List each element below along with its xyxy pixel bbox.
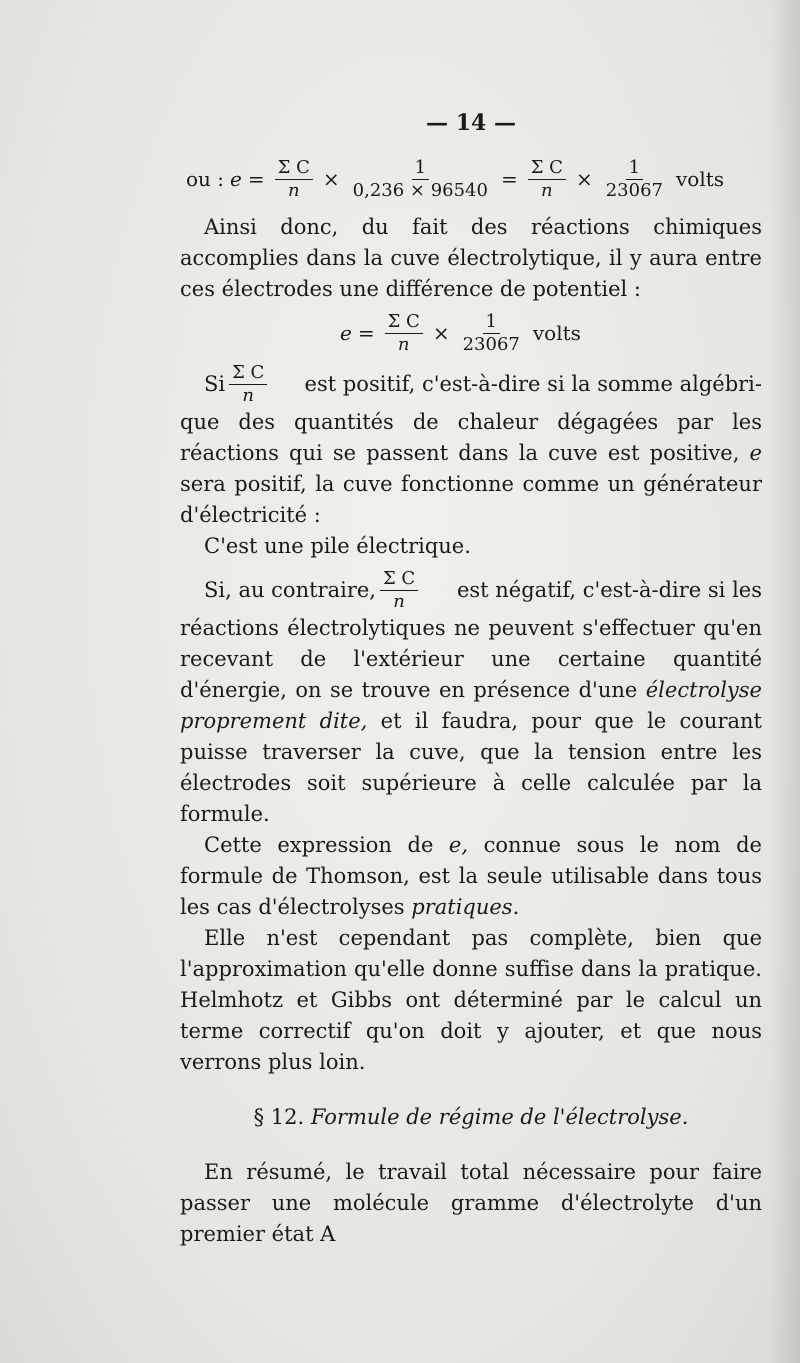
paragraph-3-first-line <box>180 568 762 613</box>
eq1-frac1: $\frac{\text{Σ C}}{n}$ <box>275 157 313 202</box>
paragraph-6: En résumé, le travail total nécessaire pour faire passer une molécule gramme d'électrolyte d'un premier état A <box>180 1160 762 1246</box>
eq1-frac4: $\frac{1}{23067}$ <box>605 157 663 201</box>
eq2-frac1: $\frac{\text{Σ C}}{n}$ <box>385 311 423 356</box>
paragraph-2-first-line <box>180 362 762 407</box>
para2-first-line-rest: est positif, c'est-à-dire si la somme algébri- <box>304 372 762 396</box>
paragraph-5: Elle n'est cependant pas complète, bien que l'approximation qu'elle donne suffise dans la pratique. Helmhotz et Gibbs ont déterminé par le calcul un terme correctif qu'on doit y ajouter, et que nous verrons plus loin. <box>180 926 762 1074</box>
eq2-unit: volts <box>532 321 581 345</box>
para2-si: Si <box>204 372 226 396</box>
equation-thomson <box>340 311 762 356</box>
para2-frac: $\frac{\text{Σ C}}{n}$ <box>229 362 267 407</box>
paragraph-1: Ainsi donc, du fait des réactions chimiques accomplies dans la cuve électrolytique, il y aura entre ces électrodes une différence de potentiel : <box>180 215 762 301</box>
para3-start: Si, au contraire, <box>204 578 376 602</box>
eq1-var: e <box>230 167 242 191</box>
page-number: — 14 — <box>426 110 516 136</box>
eq1-times: × <box>322 167 340 191</box>
eq1-times2: × <box>575 167 593 191</box>
eq1-unit: volts <box>676 167 725 191</box>
eq1-equals: = <box>247 167 265 191</box>
paragraph-3-body: réactions électrolytiques ne peuvent s'effectuer qu'en recevant de l'extérieur une certaine quantité d'énergie, on se trouve en présence d'une électrolyse proprement dite, et il faudra, pour que le courant puisse traverser la cuve, que la tension entre les électrodes soit supérieure à celle calculée par la formule. <box>180 616 762 826</box>
page-content <box>180 108 762 1250</box>
eq2-var: e <box>340 321 352 345</box>
eq2-frac2: $\frac{1}{23067}$ <box>462 311 520 355</box>
section-title: Formule de régime de l'électrolyse. <box>310 1105 689 1129</box>
equation-thomson-full <box>186 157 762 202</box>
eq1-frac3: $\frac{\text{Σ C}}{n}$ <box>528 157 566 202</box>
paragraph-2-last: C'est une pile électrique. <box>204 534 471 558</box>
eq1-frac2: $\frac{1}{0,236 \times 96540}$ <box>352 157 488 201</box>
para3-first-line-rest: est négatif, c'est-à-dire si les <box>456 578 762 602</box>
paragraph-4: Cette expression de e, connue sous le nom de formule de Thomson, est la seule utilisable dans tous les cas d'électrolyses pratiques. <box>180 833 762 919</box>
eq2-equals: = <box>357 321 375 345</box>
section-heading <box>180 1102 762 1133</box>
eq1-prefix: ou : <box>186 167 225 191</box>
eq2-times: × <box>432 321 450 345</box>
paragraph-2-body: que des quantités de chaleur dégagées par les réactions qui se passent dans la cuve est positive, e sera positif, la cuve fonctionne comme un générateur d'électricité : <box>180 410 762 527</box>
eq1-equals2: = <box>500 167 518 191</box>
section-number: § 12. <box>253 1105 305 1129</box>
para3-frac: $\frac{\text{Σ C}}{n}$ <box>380 568 418 613</box>
